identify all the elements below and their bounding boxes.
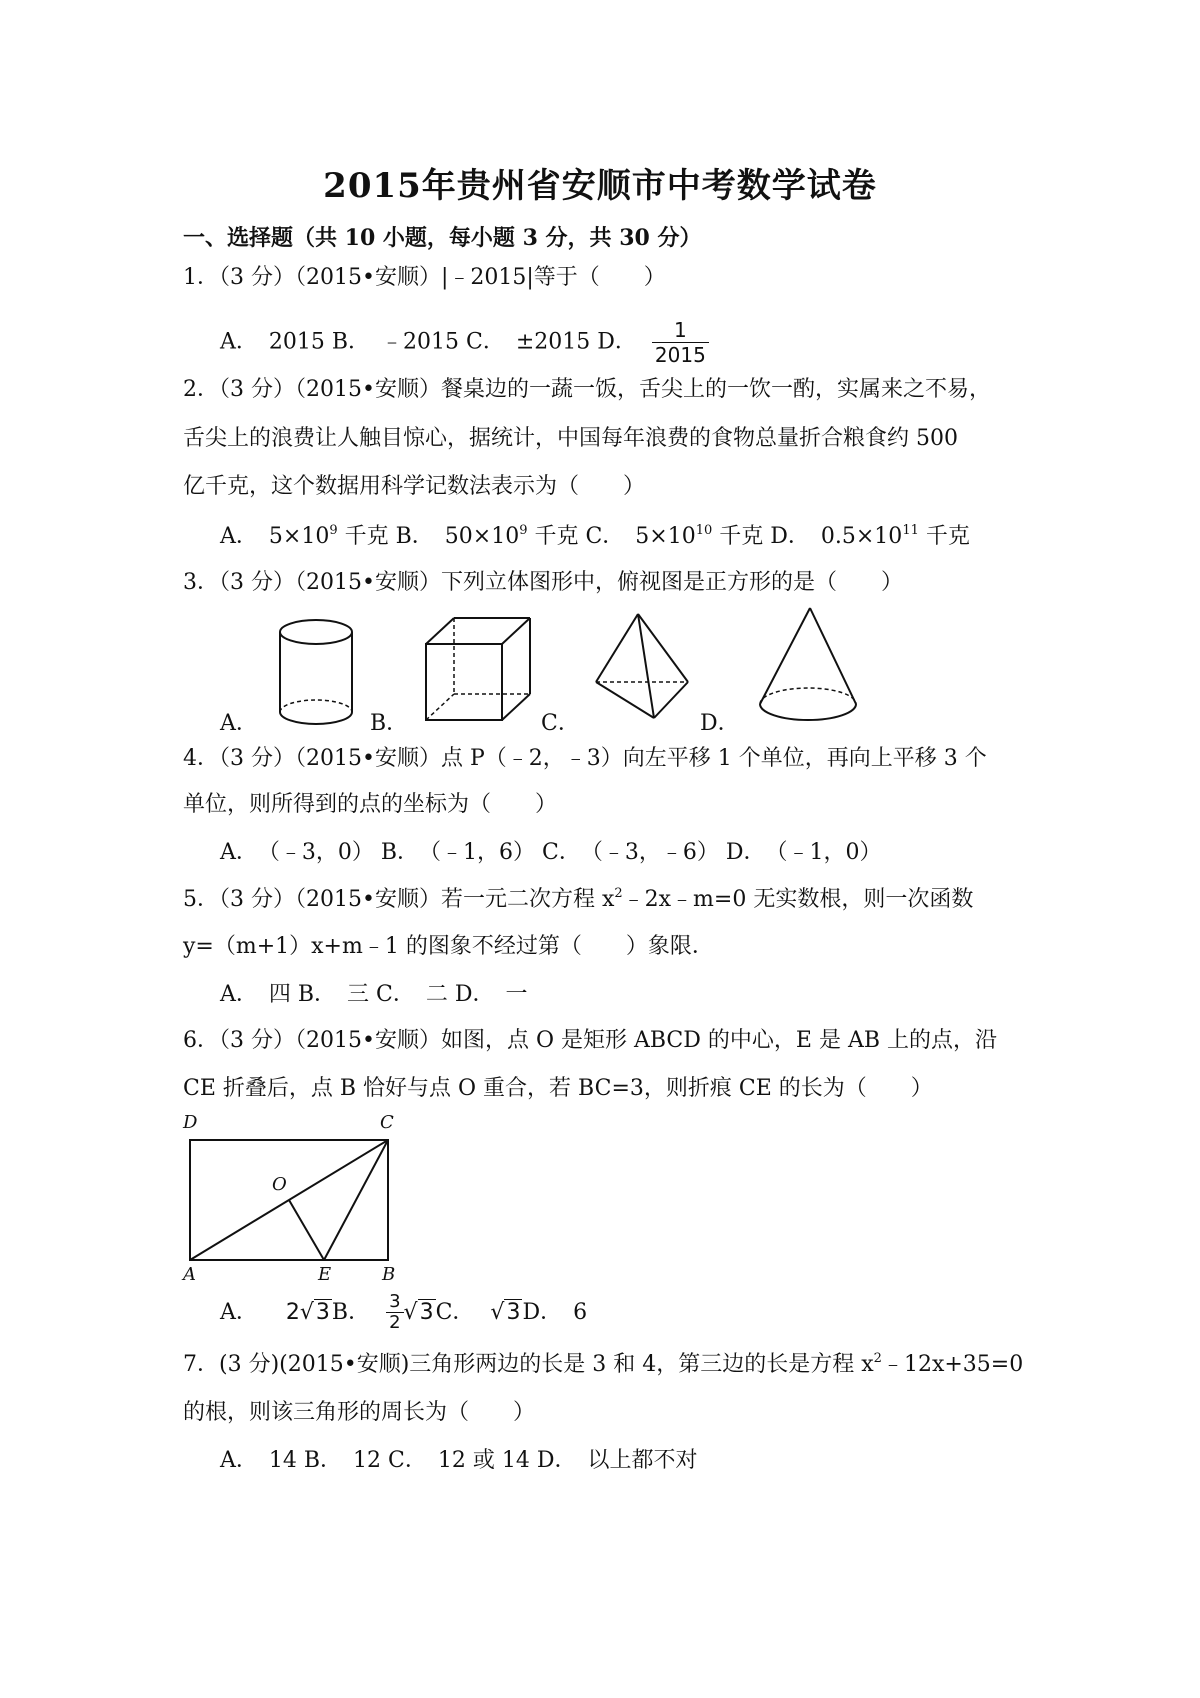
q4-line1: 4．（3 分）（2015•安顺）点 P（﹣2，﹣3）向左平移 1 个单位，再向上平移 3 个 [183,746,987,771]
q6-b-radical: √3 [403,1299,434,1325]
section-heading: 一、选择题（共 10 小题，每小题 3 分，共 30 分） [183,225,702,251]
q4-line2: 单位，则所得到的点的坐标为（ ） [183,792,558,817]
segment-oe [289,1200,324,1260]
q3-label-c: C． [541,711,580,736]
q1-options: A． 2015 B． ﹣2015 C． ±2015 D． $\frac{1}{2015}$ [220,318,709,367]
q7-line2: 的根，则该三角形的周长为（ ） [183,1400,536,1425]
q7-options: A． 14 B． 12 C． 12 或 14 D． 以上都不对 [220,1448,698,1473]
figure-label-c: C [380,1112,394,1133]
figure-label-o: O [272,1174,287,1195]
page-title: 2015年贵州省安顺市中考数学试卷 [323,166,877,206]
q6-a-value: 2√3 [285,1299,330,1325]
figure-label-e: E [318,1264,332,1285]
q6-b-fraction: $\frac{3}{2}$ [386,1292,403,1333]
q2-line3: 亿千克，这个数据用科学记数法表示为（ ） [183,474,646,499]
figure-label-b: B [382,1264,396,1285]
pyramid-icon [592,610,692,724]
q6-line2: CE 折叠后，点 B 恰好与点 O 重合，若 BC=3，则折痕 CE 的长为（ ） [183,1076,933,1101]
q2-options: A． $5\times 10^9$ 千克 B． $50\times 10^9$ 千克 C． $5\times 10^{10}$ 千克 D． $0.5\times 10^{11}$ 千克 [220,523,970,549]
q6-options: A． 2√3 B． $\frac{3}{2}$ √3 C． √3 D． 6 [220,1291,588,1333]
cylinder-icon [276,618,356,728]
figure-label-a: A [183,1264,196,1285]
q1-stem: 1．（3 分）（2015•安顺）|﹣2015|等于（ ） [183,265,666,290]
cone-icon [756,604,860,728]
q5-line2: y=（m+1）x+m﹣1 的图象不经过第（ ）象限． [183,934,714,959]
q4-options: A． （﹣3，0） B． （﹣1，6） C． （﹣3，﹣6） D． （﹣1，0） [220,840,882,865]
q3-label-d: D． [700,711,740,736]
q7-line1: 7．(3 分)(2015•安顺)三角形两边的长是 3 和 4，第三边的长是方程 $x^2﹣12x+35=0$ [183,1351,1024,1377]
figure-label-d: D [183,1112,198,1133]
q6-c-radical: √3 [490,1299,521,1325]
q2-line1: 2．（3 分）（2015•安顺）餐桌边的一蔬一饭，舌尖上的一饮一酌，实属来之不易， [183,377,991,402]
q3-label-b: B． [370,711,409,736]
rectangle-figure [184,1128,414,1278]
crease-ce [324,1140,388,1260]
q3-stem: 3．（3 分）（2015•安顺）下列立体图形中，俯视图是正方形的是（ ） [183,570,903,595]
q5-line1: 5．（3 分）（2015•安顺）若一元二次方程 $x^2﹣2x﹣m=0$ 无实数根，则一次函数 [183,886,974,912]
cube-icon [422,614,534,724]
q6-line1: 6．（3 分）（2015•安顺）如图，点 O 是矩形 ABCD 的中心，E 是 AB 上的点，沿 [183,1028,997,1053]
q3-label-a: A． [220,711,258,736]
q5-options: A． 四 B． 三 C． 二 D． 一 [220,982,528,1007]
q2-line2: 舌尖上的浪费让人触目惊心，据统计，中国每年浪费的食物总量折合粮食约 500 [183,426,958,451]
q1-d-fraction: $\frac{1}{2015}$ [652,318,709,367]
